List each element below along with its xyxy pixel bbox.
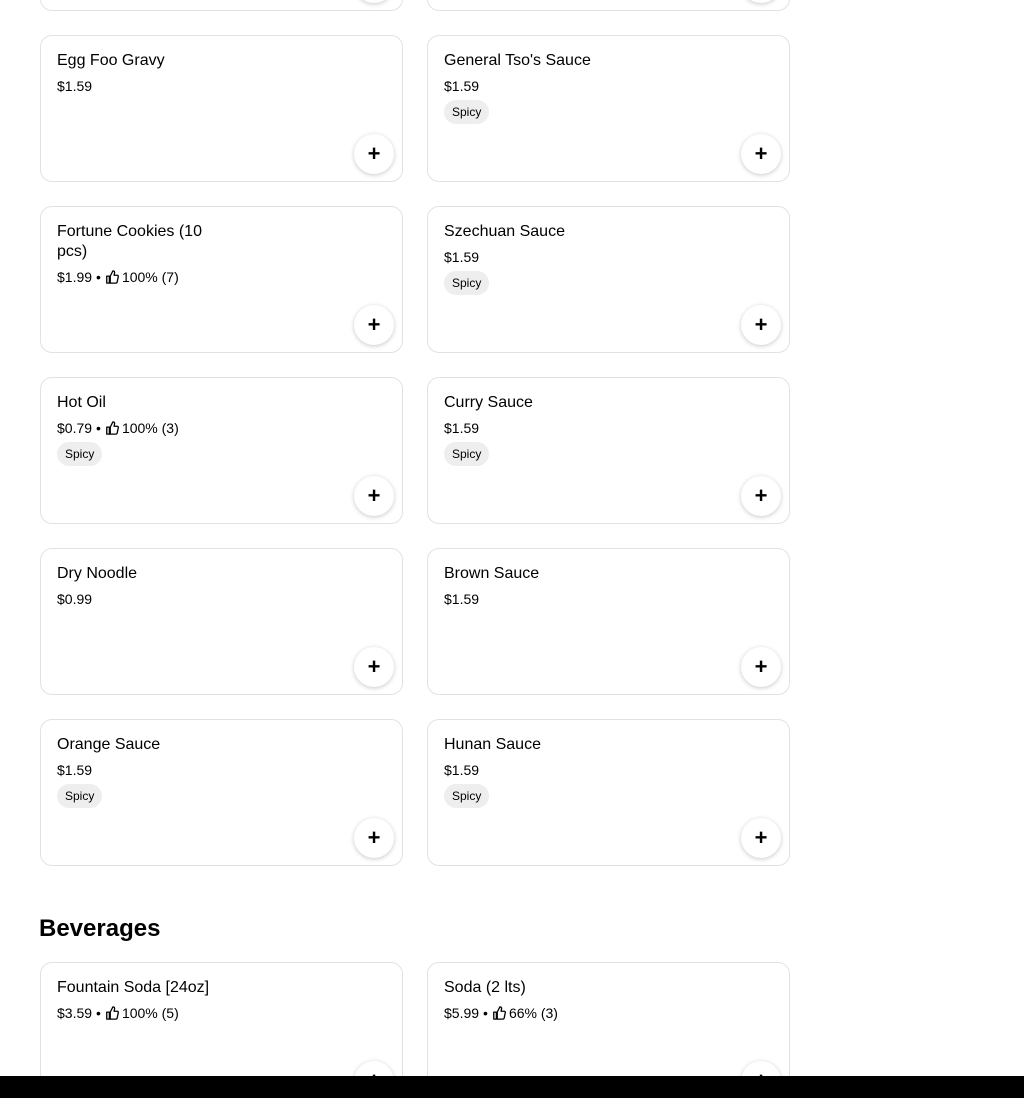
item-meta — [57, 590, 92, 608]
add-item-button[interactable] — [354, 647, 394, 687]
item-meta — [444, 1004, 558, 1022]
item-meta — [444, 590, 479, 608]
item-name: Brown Sauce — [444, 565, 540, 582]
item-price: $1.59 — [57, 78, 93, 94]
item-name: Szechuan Sauce — [444, 223, 565, 240]
spicy-tag: Spicy — [444, 100, 489, 124]
plus-icon: + — [367, 141, 381, 166]
item-meta — [57, 77, 92, 95]
item-rating: 100% (5) — [121, 1005, 179, 1021]
spicy-tag: Spicy — [444, 442, 489, 466]
add-item-button[interactable] — [741, 134, 781, 174]
menu-item-card[interactable] — [427, 548, 790, 695]
thumbs-up-icon — [105, 270, 119, 284]
item-name: Curry Sauce — [444, 394, 533, 411]
spicy-tag: Spicy — [57, 442, 102, 466]
item-price: $3.59 — [57, 1005, 93, 1021]
item-name: Orange Sauce — [57, 736, 161, 753]
item-meta — [57, 1004, 179, 1022]
item-meta — [444, 248, 479, 266]
item-meta — [444, 77, 479, 95]
item-name: General Tso's Sauce — [444, 52, 591, 69]
item-name: Hot Oil — [57, 394, 106, 411]
item-price: $0.79 — [57, 420, 93, 436]
item-meta — [444, 419, 479, 437]
item-price: $5.99 — [444, 1005, 480, 1021]
add-item-button[interactable] — [741, 0, 781, 3]
thumbs-up-icon — [105, 421, 119, 435]
separator-dot: • — [96, 420, 101, 436]
item-meta — [444, 761, 479, 779]
menu-item-card[interactable] — [427, 377, 790, 524]
item-price: $1.59 — [444, 762, 480, 778]
item-price: $1.59 — [57, 762, 93, 778]
item-rating: 100% (3) — [121, 420, 179, 436]
item-name: Hunan Sauce — [444, 736, 541, 753]
plus-icon: + — [754, 654, 768, 679]
bottom-bar — [0, 1076, 1024, 1098]
item-name: Fortune Cookies (10 pcs) — [57, 223, 202, 260]
item-meta — [57, 419, 179, 437]
plus-icon: + — [754, 141, 768, 166]
add-item-button[interactable] — [741, 305, 781, 345]
add-item-button[interactable] — [741, 647, 781, 687]
add-item-button[interactable] — [741, 818, 781, 858]
add-item-button[interactable] — [354, 818, 394, 858]
item-name: Soda (2 lts) — [444, 979, 526, 996]
plus-icon: + — [367, 825, 381, 850]
menu-item-card[interactable] — [40, 719, 403, 866]
item-price: $1.59 — [444, 249, 480, 265]
thumbs-up-icon — [105, 1006, 119, 1020]
spicy-tag: Spicy — [444, 271, 489, 295]
menu-item-card[interactable] — [40, 548, 403, 695]
separator-dot: • — [483, 1005, 488, 1021]
menu-item-card[interactable] — [427, 719, 790, 866]
plus-icon: + — [754, 483, 768, 508]
plus-icon: + — [754, 825, 768, 850]
menu-item-card[interactable] — [40, 206, 403, 353]
menu-item-card[interactable] — [427, 0, 790, 11]
add-item-button[interactable] — [354, 134, 394, 174]
item-rating: 100% (7) — [121, 269, 179, 285]
item-meta — [57, 268, 179, 286]
add-item-button[interactable] — [354, 305, 394, 345]
item-price: $0.99 — [57, 591, 93, 607]
plus-icon: + — [754, 312, 768, 337]
menu-item-card[interactable] — [40, 35, 403, 182]
separator-dot: • — [96, 269, 101, 285]
item-price: $1.59 — [444, 420, 480, 436]
item-price: $1.59 — [444, 78, 480, 94]
separator-dot: • — [96, 1005, 101, 1021]
item-name: Dry Noodle — [57, 565, 138, 582]
item-price: $1.59 — [444, 591, 480, 607]
menu-item-card[interactable] — [427, 206, 790, 353]
add-item-button[interactable] — [354, 476, 394, 516]
item-name: Fountain Soda [24oz] — [57, 979, 210, 996]
plus-icon: + — [367, 654, 381, 679]
section-title-beverages: Beverages — [39, 915, 161, 942]
menu-item-card[interactable] — [40, 0, 403, 11]
add-item-button[interactable] — [741, 476, 781, 516]
menu-item-card[interactable] — [427, 35, 790, 182]
menu-item-card[interactable] — [40, 377, 403, 524]
spicy-tag: Spicy — [57, 784, 102, 808]
item-price: $1.99 — [57, 269, 93, 285]
item-rating: 66% (3) — [508, 1005, 558, 1021]
spicy-tag: Spicy — [444, 784, 489, 808]
item-meta — [57, 761, 92, 779]
add-item-button[interactable] — [354, 0, 394, 3]
plus-icon: + — [367, 312, 381, 337]
plus-icon: + — [367, 483, 381, 508]
item-name: Egg Foo Gravy — [57, 52, 165, 69]
thumbs-up-icon — [492, 1006, 506, 1020]
